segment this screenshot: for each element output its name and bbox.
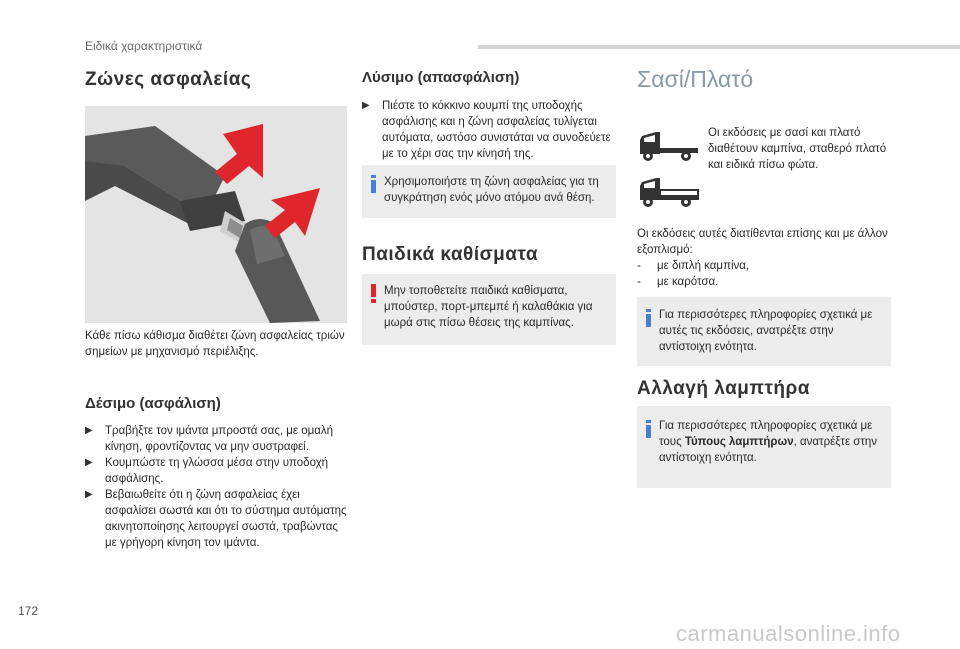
flatbed-truck-icon [638,176,700,215]
warning-note-box [362,274,616,345]
equipment-options [637,258,891,290]
triangle-right-icon: ▶ [85,425,93,436]
equipment-text: Οι εκδόσεις αυτές διατίθενται επίσης και με άλλον εξοπλισμό: [637,228,888,256]
info-note-box [362,165,616,218]
triangle-right-icon: ▶ [362,100,370,111]
unfasten-steps [362,98,616,162]
list-item: ▶ Κουμπώστε τη γλώσσα μέσα στην υποδοχή ασφάλισης. [85,457,329,485]
list-item: - με καρότσα. [637,276,719,288]
list-item: - με διπλή καμπίνα, [637,260,750,272]
list-item: ▶ Πιέστε το κόκκινο κουμπί της υποδοχής ασφάλισης και η ζώνη ασφαλείας τυλίγεται αυτόματα, ωστόσο συνιστάται να συνοδεύετε με το χέρι σας την κίνησή της. [362,100,611,160]
info-note-box [637,406,891,488]
info-note-text: Για περισσότερες πληροφορίες σχετικά με αυτές τις εκδόσεις, ανατρέξτε στην αντίστοιχη ενότητα. [659,309,873,353]
seatbelts-title: Ζώνες ασφαλείας [85,69,252,90]
seatbelt-photo [85,106,347,323]
unfasten-title: Λύσιμο (απασφάλιση) [362,69,520,86]
warning-icon [369,284,378,302]
bulb-note-text: Για περισσότερες πληροφορίες σχετικά με τους Τύπους λαμπτήρων, ανατρέξτε στην αντίστοιχη ενότητα. [659,420,878,464]
watermark: carmanualsonline.info [676,621,901,646]
info-icon [369,175,378,193]
triangle-right-icon: ▶ [85,457,93,468]
page-number: 172 [18,604,39,618]
list-item: ▶ Τραβήξτε τον ιμάντα μπροστά σας, με ομαλή κίνηση, φροντίζοντας να μην συστραφεί. [85,425,334,453]
info-note-box [637,297,891,366]
section-label: Ειδικά χαρακτηριστικά [85,39,203,53]
fasten-title: Δέσιμο (ασφάλιση) [85,395,221,412]
info-icon [644,309,653,327]
bulb-change-title: Αλλαγή λαμπτήρα [637,378,810,399]
info-icon [644,420,653,438]
list-item: ▶ Βεβαιωθείτε ότι η ζώνη ασφαλείας έχει ασφαλίσει σωστά και ότι το σύστημα αυτόματης ακινητοποίησης λειτουργεί σωστά, τραβώντας με γρήγορη κίνηση τον ιμάντα. [85,489,347,549]
triangle-right-icon: ▶ [85,489,93,500]
warning-note-text: Μην τοποθετείτε παιδικά καθίσματα, μπούστερ, πορτ-μπεμπέ ή καλαθάκια για μωρά στις πίσω θέσεις της καμπίνας. [384,285,593,329]
chassis-cab-truck-icon [638,130,700,169]
chassis-section-title: Σασί/Πλατό [637,66,754,92]
info-note-text: Χρησιμοποιήστε τη ζώνη ασφαλείας για τη συγκράτηση ενός μόνο ατόμου ανά θέση. [384,176,599,204]
child-seats-title: Παιδικά καθίσματα [362,244,539,265]
fasten-steps [85,423,347,551]
seat-caption: Κάθε πίσω κάθισμα διαθέτει ζώνη ασφαλείας τριών σημείων με μηχανισμό περιέλιξης. [85,330,345,358]
header-divider [478,45,960,49]
seatbelt-illustration [85,106,347,323]
chassis-text: Οι εκδόσεις με σασί και πλατό διαθέτουν καμπίνα, σταθερό πλατό και ειδικά πίσω φώτα. [708,127,887,171]
bulb-types-link-text: Τύπους λαμπτήρων [684,436,794,448]
